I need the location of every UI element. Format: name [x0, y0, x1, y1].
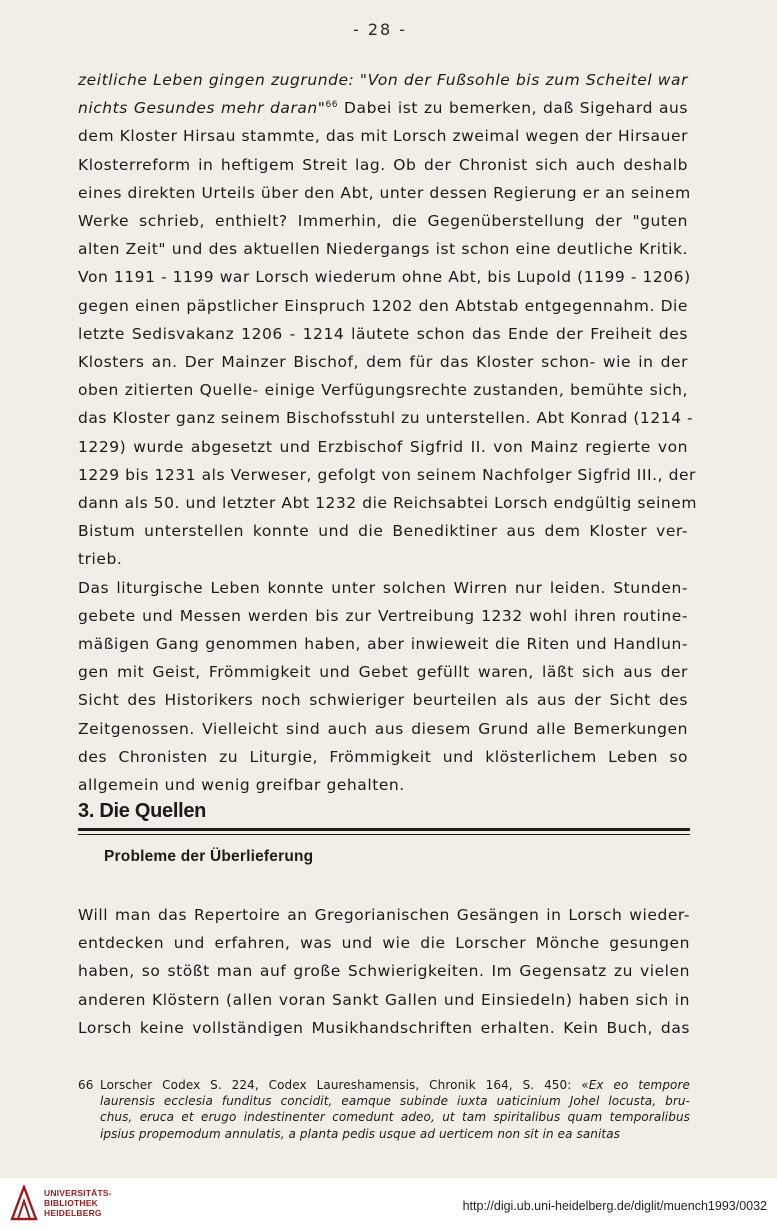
text-line: trieb. [78, 550, 123, 569]
text-line: dem Kloster Hirsau stammte, das mit Lorsch zweimal wegen der Hirsauer [78, 127, 688, 146]
text-line: haben, so stößt man auf große Schwierigkeiten. Im Gegensatz zu vielen [78, 962, 690, 981]
text-line: gebete und Messen werden bis zur Vertreibung 1232 wohl ihren routine- [78, 606, 688, 625]
text-line: gen mit Geist, Frömmigkeit und Gebet gefüllt waren, läßt sich aus der [78, 663, 688, 682]
library-logo-text[interactable]: UNIVERSITÄTS- BIBLIOTHEK HEIDELBERG [44, 1188, 112, 1218]
sub-heading: Probleme der Überlieferung [104, 848, 314, 865]
text-line: Klosterreform in heftigem Streit lag. Ob der Chronist sich auch deshalb [78, 155, 688, 174]
text-line: Will man das Repertoire an Gregorianischen Gesängen in Lorsch wieder- [78, 906, 690, 924]
text-line: Sicht des Historikers noch schwieriger beurteilen als aus der Sicht des [78, 691, 688, 710]
text-line: oben zitierten Quelle- einige Verfügungsrechte zustanden, bemühte sich, [78, 381, 688, 400]
text-line: Zeitgenossen. Vielleicht sind auch aus diesem Grund alle Bemerkungen [78, 719, 688, 738]
footnote-line: chus, eruca et erugo indestinenter comedunt adeo, ut tam spiritalibus quam temporalibus [100, 1110, 690, 1125]
text-line: Lorsch keine vollständigen Musikhandschriften erhalten. Kein Buch, das [78, 1018, 690, 1037]
text-line: Werke schrieb, enthielt? Immerhin, die Gegenüberstellung der "guten [78, 212, 688, 231]
footnote-line: Lorscher Codex S. 224, Codex Laureshamensis, Chronik 164, S. 450: «Ex eo tempore [100, 1078, 690, 1092]
body-paragraph-1 [78, 66, 698, 799]
footnote-number: 66 [78, 1078, 94, 1092]
text-line: Bistum unterstellen konnte und die Benediktiner aus dem Kloster ver- [78, 522, 688, 541]
text-line: anderen Klöstern (allen voran Sankt Gallen und Einsiedeln) haben sich in [78, 990, 690, 1009]
source-url-link[interactable]: http://digi.ub.uni-heidelberg.de/diglit/muench1993/0032 [462, 1199, 767, 1213]
text-line: dann als 50. und letzter Abt 1232 die Reichsabtei Lorsch endgültig seinem [78, 494, 698, 513]
text-line: Von 1191 - 1199 war Lorsch wiederum ohne Abt, bis Lupold (1199 - 1206) [78, 268, 691, 287]
library-logo-icon[interactable] [10, 1185, 38, 1221]
text-line: Klosters an. Der Mainzer Bischof, dem für das Kloster schon- wie in der [78, 353, 688, 372]
text-line: Das liturgische Leben konnte unter solchen Wirren nur leiden. Stunden- [78, 578, 688, 597]
text-line: zeitliche Leben gingen zugrunde: "Von der Fußsohle bis zum Scheitel war [78, 71, 688, 89]
text-line: eines direkten Urteils über den Abt, unter dessen Regierung er an seinem [78, 183, 691, 202]
footnote [78, 1077, 690, 1142]
text-line: allgemein und wenig greifbar gehalten. [78, 776, 405, 795]
footnote-line: ipsius propemodum annulatis, a planta pedis usque ad uerticem non sit in ea sanitas [100, 1126, 621, 1141]
footnote-line: laurensis ecclesia funditus concidit, eamque subinde iuxta uaticinium Johel locusta, bru- [100, 1094, 690, 1109]
body-paragraph-3 [78, 901, 690, 1042]
section-heading: 3. Die Quellen [78, 800, 207, 822]
footnote-ref[interactable]: 66 [325, 100, 339, 111]
text-line: des Chronisten zu Liturgie, Frömmigkeit und klösterlichem Leben so [78, 747, 688, 766]
heading-rule-thin [78, 834, 690, 835]
text-line: alten Zeit" und des aktuellen Niedergangs ist schon eine deutliche Kritik. [78, 240, 688, 259]
text-line: 1229 bis 1231 als Verweser, gefolgt von seinem Nachfolger Sigfrid III., der [78, 465, 696, 484]
text-line: nichts Gesundes mehr daran"$^{66}$ Dabei ist zu bemerken, daß Sigehard aus [78, 99, 688, 118]
text-line: entdecken und erfahren, was und wie die Lorscher Mönche gesungen [78, 934, 690, 953]
page-number: - 28 - [352, 20, 408, 39]
text-line: gegen einen päpstlicher Einspruch 1202 den Abtstab entgegennahm. Die [78, 296, 688, 315]
text-line: mäßigen Gang genommen haben, aber inwieweit die Riten und Handlun- [78, 635, 688, 654]
text-line: letzte Sedisvakanz 1206 - 1214 läutete schon das Ende der Freiheit des [78, 324, 688, 343]
text-line: das Kloster ganz seinem Bischofsstuhl zu unterstellen. Abt Konrad (1214 - [78, 409, 694, 428]
heading-rule-thick [78, 828, 690, 831]
text-line: 1229) wurde abgesetzt und Erzbischof Sigfrid II. von Mainz regierte von [78, 437, 688, 456]
